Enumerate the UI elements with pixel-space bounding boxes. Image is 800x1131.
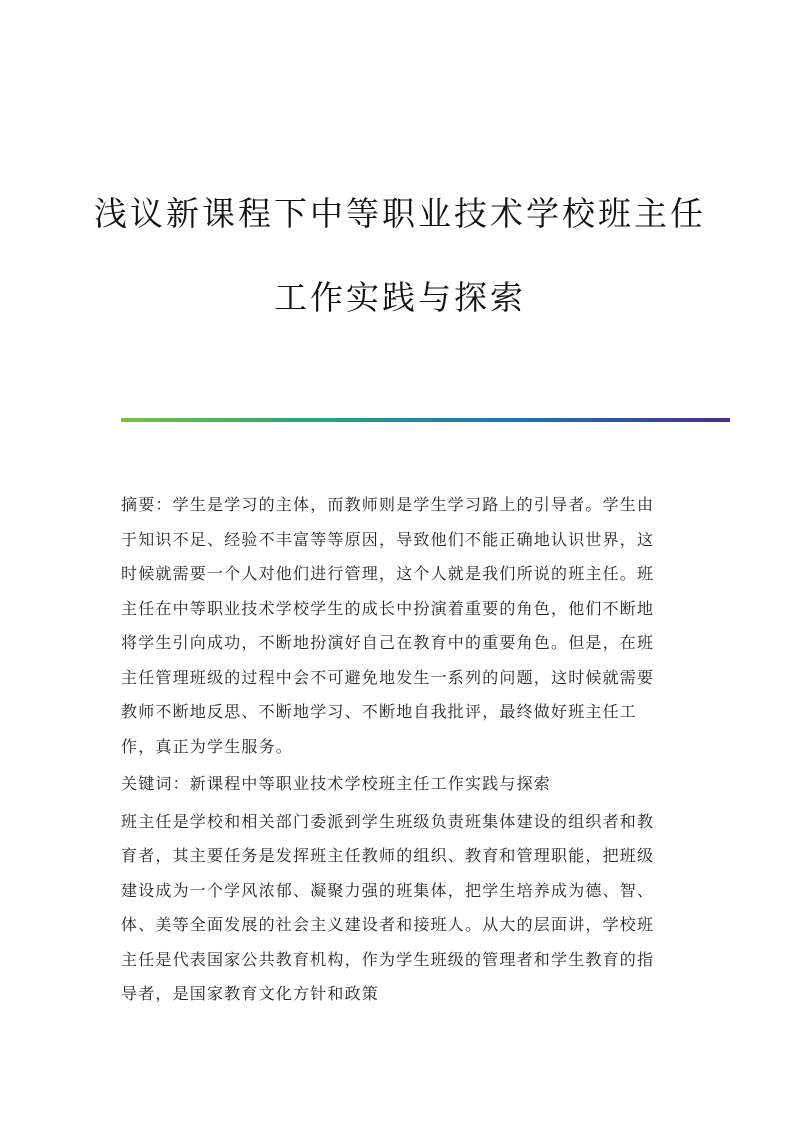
document-title-line-2: 工作实践与探索 [274, 278, 526, 317]
gradient-divider [121, 418, 730, 422]
abstract-paragraph: 摘要：学生是学习的主体，而教师则是学生学习路上的引导者。学生由于知识不足、经验不丰富等等原因，导致他们不能正确地认识世界，这时候就需要一个人对他们进行管理，这个人就是我们所说的班主任。班主任在中等职业技术学校学生的成长中扮演着重要的角色，他们不断地将学生引向成功，不断地扮演好自己在教育中的重要角色。但是，在班主任管理班级的过程中会不可避免地发生一系列的问题，这时候就需要教师不断地反思、不断地学习、不断地自我批评，最终做好班主任工作，真正为学生服务。 [121, 495, 655, 756]
keywords-paragraph: 关键词：新课程中等职业技术学校班主任工作实践与探索 [121, 774, 552, 793]
intro-paragraph: 班主任是学校和相关部门委派到学生班级负责班集体建设的组织者和教育者，其主要任务是发挥班主任教师的组织、教育和管理职能，把班级建设成为一个学风浓郁、凝聚力强的班集体，把学生培养成为德、智、体、美等全面发展的社会主义建设者和接班人。从大的层面讲，学校班主任是代表国家公共教育机构，作为学生班级的管理者和学生教育的指导者，是国家教育文化方针和政策 [121, 811, 655, 1003]
document-title-line-1: 浅议新课程下中等职业技术学校班主任 [94, 194, 706, 233]
document-body [121, 488, 671, 1012]
